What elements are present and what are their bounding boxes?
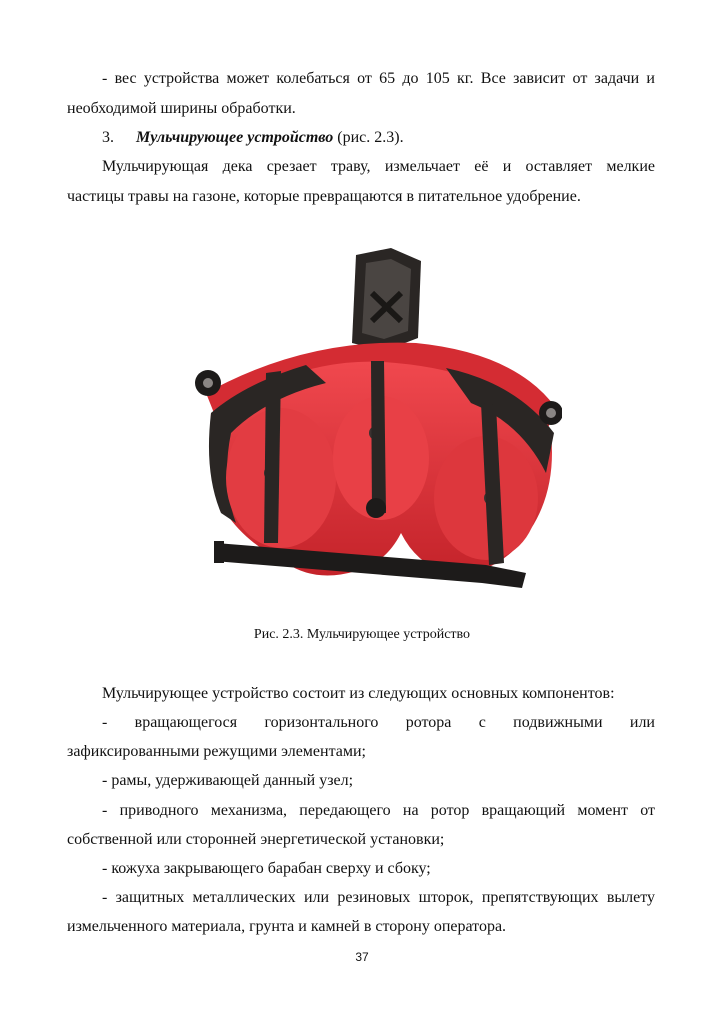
mulching-deck-image (186, 243, 562, 615)
component-2: - рамы, удерживающей данный узел; (102, 772, 354, 789)
page-number: 37 (355, 950, 369, 964)
description-line-1: Мульчирующая дека срезает траву, измельчает её и оставляет мелкие (102, 158, 655, 175)
gauge-wheel-center (366, 498, 386, 518)
component-1-line-2: зафиксированными режущими элементами; (67, 743, 366, 760)
component-5-line-2: измельченного материала, грунта и камней в сторону оператора. (67, 918, 507, 935)
description-line-2: частицы травы на газоне, которые превращаются в питательное удобрение. (67, 188, 581, 205)
blade-dome-left (226, 408, 336, 548)
component-1-line-1: - вращающегося горизонтального ротора с подвижными или (102, 714, 655, 731)
section-figure-ref: (рис. 2.3). (333, 129, 404, 146)
section-title: Мульчирующее устройство (136, 129, 334, 146)
section-heading (102, 128, 404, 148)
component-4: - кожуха закрывающего барабан сверху и сбоку; (102, 860, 431, 877)
component-3-line-1: - приводного механизма, передающего на ротор вращающий момент от (102, 802, 655, 819)
components-intro: Мульчирующее устройство состоит из следующих основных компонентов: (102, 685, 615, 702)
figure-caption: Рис. 2.3. Мульчирующее устройство (253, 627, 471, 642)
component-5-line-1: - защитных металлических или резиновых шторок, препятствующих вылету (102, 889, 655, 906)
weight-text-line-1: - вес устройства может колебаться от 65 до 105 кг. Все зависит от задачи и (102, 70, 655, 87)
lift-handle (352, 248, 421, 351)
weight-text-line-2: необходимой ширины обработки. (67, 100, 296, 117)
section-number: 3. (102, 129, 114, 146)
component-3-line-2: собственной или сторонней энергетической установки; (67, 831, 445, 848)
